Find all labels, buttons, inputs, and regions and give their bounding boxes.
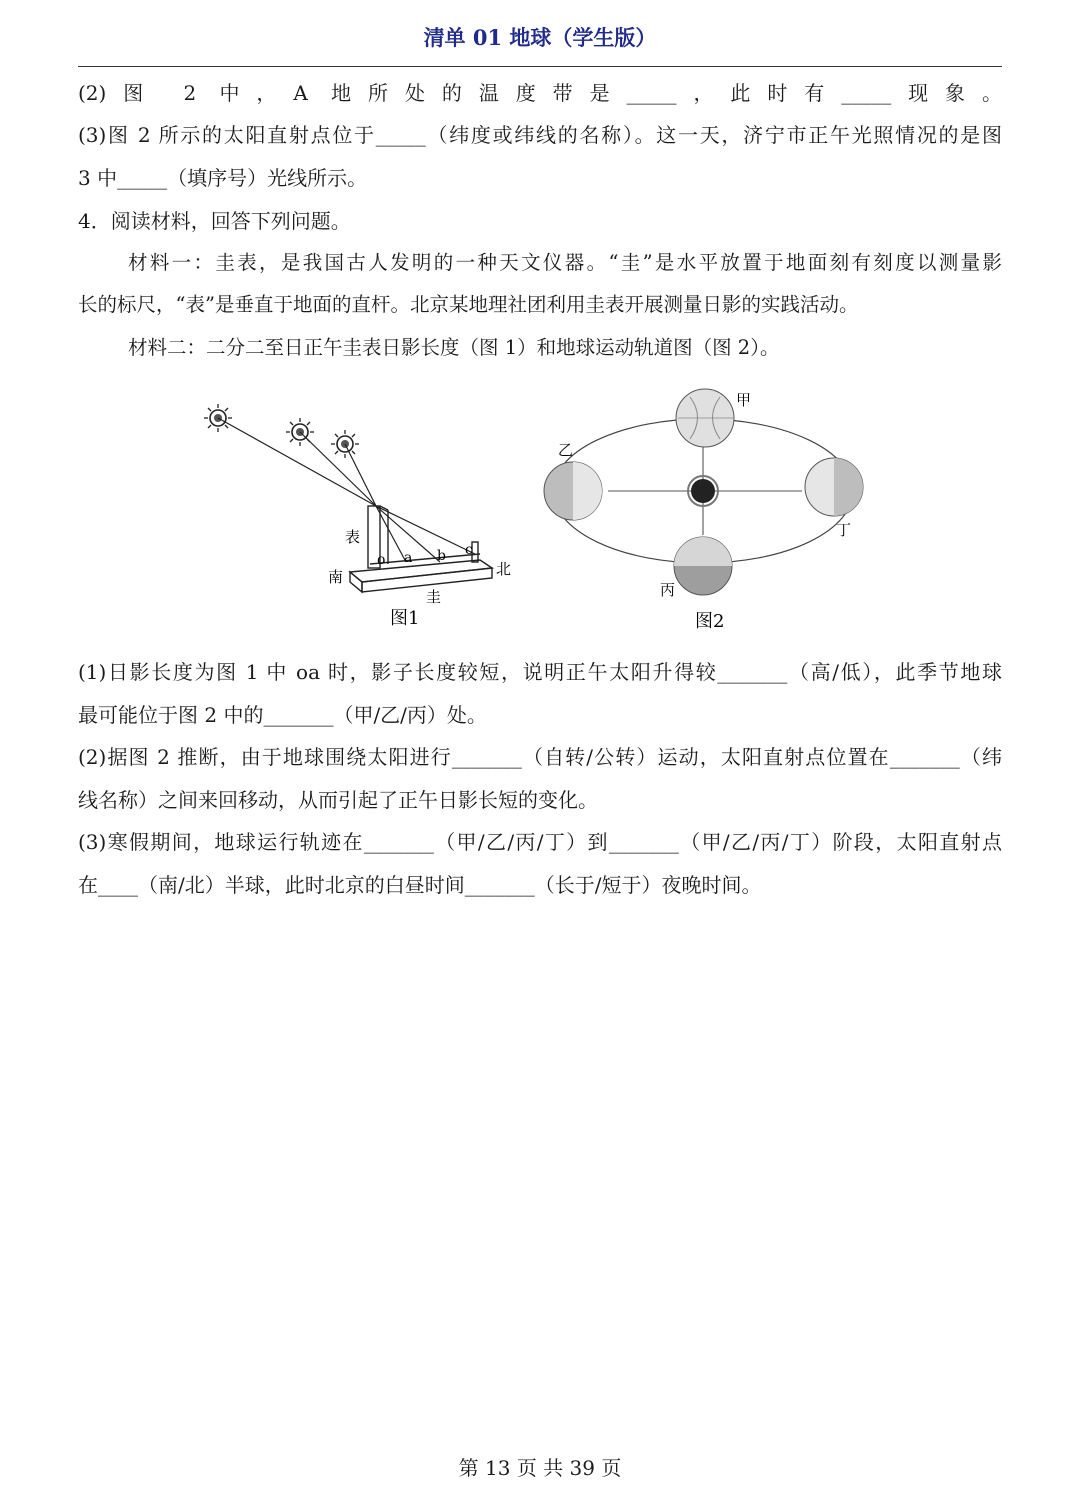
label-north: 北 <box>496 560 512 578</box>
figure-1-caption: 图1 <box>390 608 420 629</box>
point-c: c <box>465 542 473 558</box>
question-3-2: (2)图 2 中，A 地所处的温度带是_____，此时有_____现象。 <box>78 81 1002 105</box>
point-a: a <box>404 550 413 566</box>
question-4-3: (3)寒假期间，地球运行轨迹在_______（甲/乙/丙/丁）到_______（甲/乙/丙/丁）阶段，太阳直射点 <box>78 830 1002 854</box>
material-one: 材料一：圭表，是我国古人发明的一种天文仪器。“圭”是水平放置于地面刻有刻度以测量影 <box>128 251 1002 274</box>
earth-bing <box>674 537 732 595</box>
page-number: 第 13 页 共 39 页 <box>458 1456 622 1480</box>
label-south: 南 <box>328 568 344 586</box>
question-4-2: (2)据图 2 推断，由于地球围绕太阳进行_______（自转/公转）运动，太阳直射点位置在_______（纬 <box>78 745 1002 769</box>
page-title: 清单 01 地球（学生版） <box>423 25 657 50</box>
question-4-1-cont: 最可能位于图 2 中的_______（甲/乙/丙）处。 <box>78 703 487 727</box>
figure-2-orbit <box>540 385 875 639</box>
question-3-3: (3)图 2 所示的太阳直射点位于_____（纬度或纬线的名称）。这一天，济宁市正午光照情况的是图 <box>78 123 1002 147</box>
point-b: b <box>437 548 446 564</box>
question-4-stem: 4．阅读材料，回答下列问题。 <box>78 209 351 233</box>
figure-1-gnomon <box>190 392 520 641</box>
earth-yi <box>544 462 602 520</box>
question-4-2-cont: 线名称）之间来回移动，从而引起了正午日影长短的变化。 <box>78 788 598 812</box>
label-ding: 丁 <box>836 521 852 539</box>
figure-2-caption: 图2 <box>695 611 725 632</box>
material-one-cont: 长的标尺，“表”是垂直于地面的直杆。北京某地理社团利用圭表开展测量日影的实践活动。 <box>78 293 859 316</box>
label-biao: 表 <box>345 528 361 546</box>
earth-ding <box>805 458 863 516</box>
label-bing: 丙 <box>660 581 676 599</box>
header-divider <box>78 66 1002 67</box>
question-4-1: (1)日影长度为图 1 中 oa 时，影子长度较短，说明正午太阳升得较_______（高/低），此季节地球 <box>78 660 1002 684</box>
sun-icon <box>688 476 718 506</box>
point-o: o <box>377 552 386 568</box>
question-3-3-cont: 3 中_____（填序号）光线所示。 <box>78 166 368 190</box>
label-yi: 乙 <box>558 441 574 459</box>
gui-scale <box>350 554 492 592</box>
earth-jia <box>676 389 734 447</box>
material-two: 材料二：二分二至日正午圭表日影长度（图 1）和地球运动轨道图（图 2）。 <box>128 336 780 359</box>
question-4-3-cont: 在____（南/北）半球，此时北京的白昼时间_______（长于/短于）夜晚时间。 <box>78 873 762 897</box>
label-gui: 圭 <box>426 588 442 606</box>
label-jia: 甲 <box>736 391 752 409</box>
